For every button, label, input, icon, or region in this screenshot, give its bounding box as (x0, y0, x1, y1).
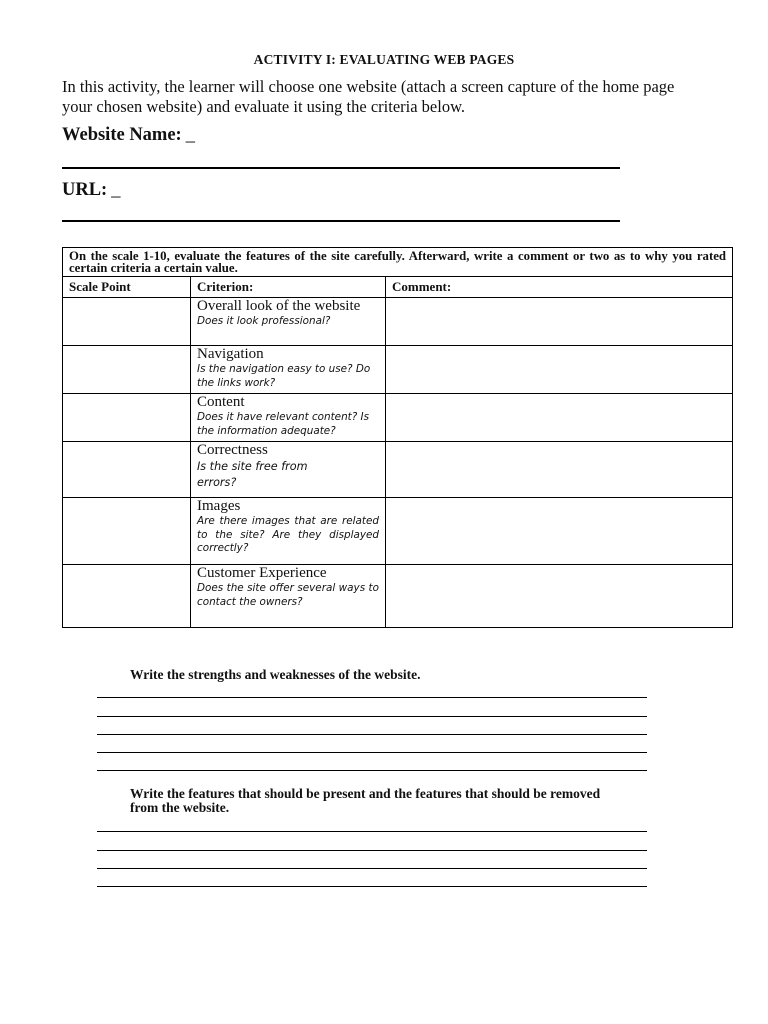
criterion-description: Does it have relevant content? Is the information adequate? (197, 411, 370, 437)
criterion-description: Does the site offer several ways to contact the owners? (197, 582, 379, 608)
comment-cell[interactable] (386, 442, 733, 498)
intro-paragraph: In this activity, the learner will choose one website (attach a screen capture of the home page your chosen website) and evaluate it using the criteria below. (62, 77, 675, 116)
writing-line[interactable] (97, 886, 647, 887)
table-row (63, 565, 733, 628)
scale-point-cell[interactable] (63, 565, 191, 628)
comment-cell[interactable] (386, 346, 733, 394)
criterion-name: Customer Experience (197, 565, 327, 581)
website-name-label: Website Name: _ (62, 125, 195, 145)
scale-point-cell[interactable] (63, 394, 191, 442)
table-row (63, 442, 733, 498)
writing-line[interactable] (97, 868, 647, 869)
table-instructions: On the scale 1-10, evaluate the features of the site carefully. Afterward, write a comment or two as to why you rated certain criteria a certain value. (63, 248, 733, 277)
criterion-description: Does it look professional? (197, 315, 331, 327)
writing-line[interactable] (97, 734, 647, 735)
writing-line[interactable] (97, 697, 647, 698)
criterion-cell (191, 498, 386, 565)
website-name-line[interactable] (62, 167, 620, 169)
criterion-description: Are there images that are related to the site? Are they displayed correctly? (197, 515, 379, 554)
criterion-name: Correctness (197, 442, 268, 458)
writing-line[interactable] (97, 716, 647, 717)
writing-line[interactable] (97, 770, 647, 771)
criterion-description: Is the navigation easy to use? Do the links work? (197, 363, 371, 389)
criterion-cell (191, 565, 386, 628)
criterion-name: Navigation (197, 346, 264, 362)
strengths-prompt: Write the strengths and weaknesses of the website. (130, 667, 421, 682)
comment-cell[interactable] (386, 298, 733, 346)
table-row (63, 346, 733, 394)
table-row (63, 298, 733, 346)
activity-title: ACTIVITY I: EVALUATING WEB PAGES (253, 52, 515, 67)
criterion-cell (191, 442, 386, 498)
writing-line[interactable] (97, 831, 647, 832)
comment-cell[interactable] (386, 565, 733, 628)
criterion-description: Is the site free from errors? (197, 460, 308, 489)
table-row (63, 498, 733, 565)
evaluation-table (62, 247, 733, 628)
comment-cell[interactable] (386, 498, 733, 565)
criterion-name: Content (197, 394, 245, 410)
header-criterion: Criterion: (191, 277, 386, 298)
writing-line[interactable] (97, 752, 647, 753)
comment-cell[interactable] (386, 394, 733, 442)
criterion-cell (191, 394, 386, 442)
url-line[interactable] (62, 220, 620, 222)
scale-point-cell[interactable] (63, 498, 191, 565)
header-comment: Comment: (386, 277, 733, 298)
writing-line[interactable] (97, 850, 647, 851)
criterion-cell (191, 346, 386, 394)
url-label: URL: _ (62, 180, 121, 200)
criterion-cell (191, 298, 386, 346)
scale-point-cell[interactable] (63, 346, 191, 394)
header-scale-point: Scale Point (63, 277, 191, 298)
features-prompt: Write the features that should be present and the features that should be removed from the website. (130, 786, 601, 815)
scale-point-cell[interactable] (63, 442, 191, 498)
criterion-name: Images (197, 498, 241, 514)
table-row (63, 394, 733, 442)
criterion-name: Overall look of the website (197, 298, 361, 314)
scale-point-cell[interactable] (63, 298, 191, 346)
